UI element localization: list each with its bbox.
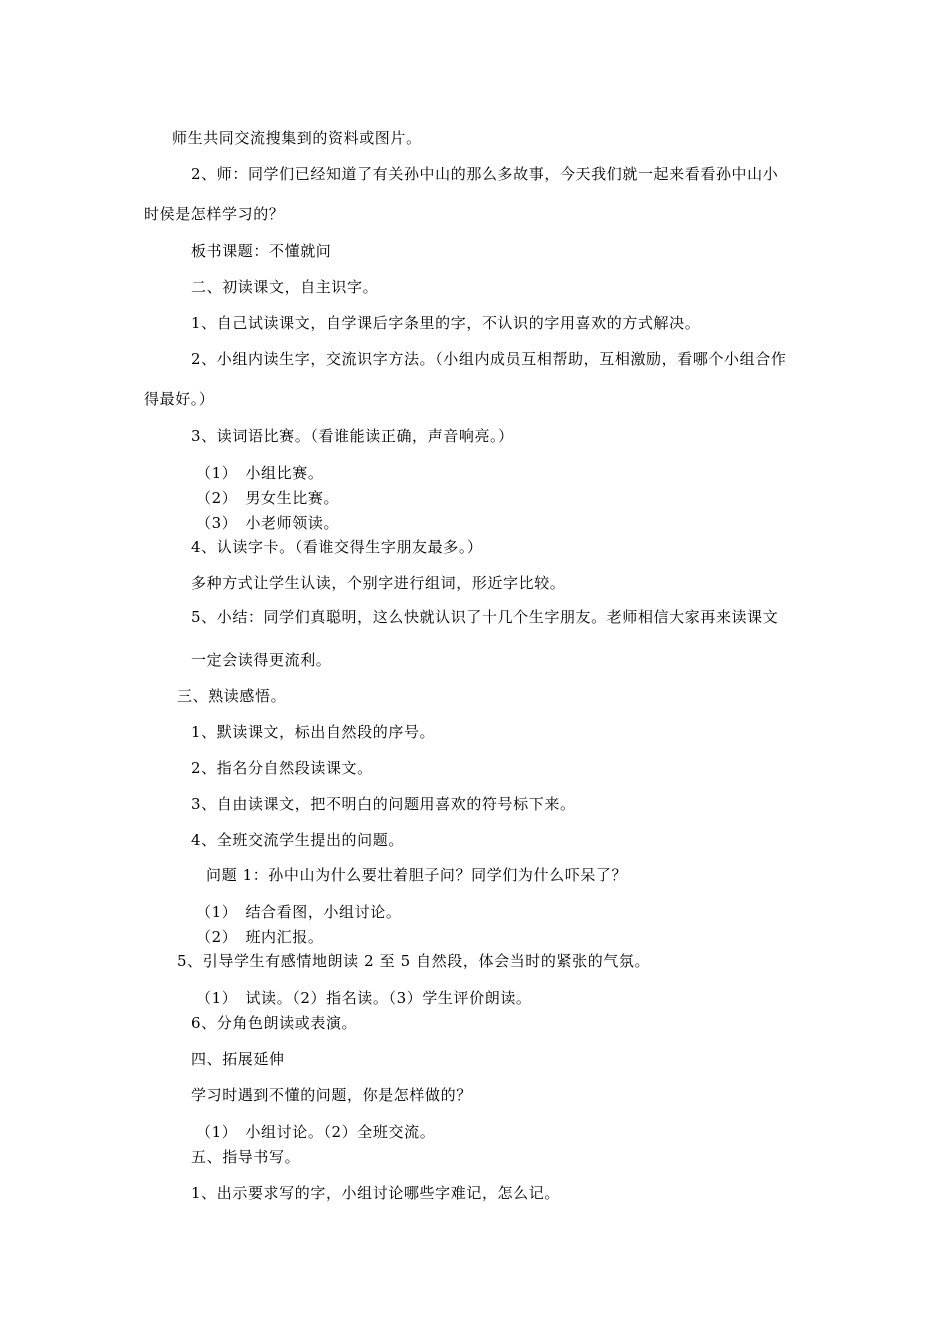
paragraph-line: 1、自己试读课文，自学课后字条里的字，不认识的字用喜欢的方式解决。 bbox=[191, 314, 701, 332]
paragraph-line: 1、默读课文，标出自然段的序号。 bbox=[191, 723, 436, 741]
list-item: （3） 小老师领读。 bbox=[196, 514, 340, 532]
paragraph-line: 6、分角色朗读或表演。 bbox=[191, 1014, 358, 1032]
paragraph-line: 3、自由读课文，把不明白的问题用喜欢的符号标下来。 bbox=[191, 795, 576, 813]
paragraph-line: 5、小结：同学们真聪明，这么快就认识了十几个生字朋友。老师相信大家再来读课文 bbox=[191, 608, 779, 626]
section-heading: 五、指导书写。 bbox=[191, 1148, 301, 1166]
paragraph-line: 4、全班交流学生提出的问题。 bbox=[191, 831, 404, 849]
paragraph-line: 师生共同交流搜集到的资料或图片。 bbox=[172, 129, 422, 147]
paragraph-line: 3、读词语比赛。（看谁能读正确，声音响亮。） bbox=[191, 427, 514, 445]
paragraph-line: 得最好。） bbox=[144, 390, 215, 408]
section-heading: 四、拓展延伸 bbox=[191, 1050, 285, 1068]
paragraph-line: 多种方式让学生认读，个别字进行组词，形近字比较。 bbox=[191, 574, 566, 592]
paragraph-line: 时侯是怎样学习的？ bbox=[144, 205, 285, 223]
paragraph-line: 2、师：同学们已经知道了有关孙中山的那么多故事，今天我们就一起来看看孙中山小 bbox=[191, 165, 779, 183]
paragraph-line: 2、小组内读生字，交流识字方法。（小组内成员互相帮助，互相激励，看哪个小组合作 bbox=[191, 350, 787, 368]
list-item: （1） 试读。（2）指名读。（3）学生评价朗读。 bbox=[196, 989, 532, 1007]
question-line: 问题 1：孙中山为什么要壮着胆子问？同学们为什么吓呆了？ bbox=[206, 866, 628, 884]
paragraph-line: 1、出示要求写的字，小组讨论哪些字难记，怎么记。 bbox=[191, 1184, 560, 1202]
list-item: （1） 结合看图，小组讨论。 bbox=[196, 903, 402, 921]
list-item: （1） 小组讨论。（2）全班交流。 bbox=[196, 1123, 436, 1141]
paragraph-line: 2、指名分自然段读课文。 bbox=[191, 759, 373, 777]
paragraph-line: 4、认读字卡。（看谁交得生字朋友最多。） bbox=[191, 538, 483, 556]
section-heading: 三、熟读感悟。 bbox=[177, 687, 287, 705]
paragraph-line: 学习时遇到不懂的问题，你是怎样做的？ bbox=[191, 1086, 472, 1104]
list-item: （1） 小组比赛。 bbox=[196, 464, 324, 482]
paragraph-line: 一定会读得更流利。 bbox=[191, 651, 332, 669]
section-heading: 二、初读课文，自主识字。 bbox=[191, 278, 379, 296]
list-item: （2） 班内汇报。 bbox=[196, 928, 324, 946]
list-item: （2） 男女生比赛。 bbox=[196, 489, 340, 507]
paragraph-line: 5、引导学生有感情地朗读 2 至 5 自然段，体会当时的紧张的气氛。 bbox=[177, 952, 651, 970]
paragraph-line: 板书课题：不懂就问 bbox=[191, 242, 332, 260]
